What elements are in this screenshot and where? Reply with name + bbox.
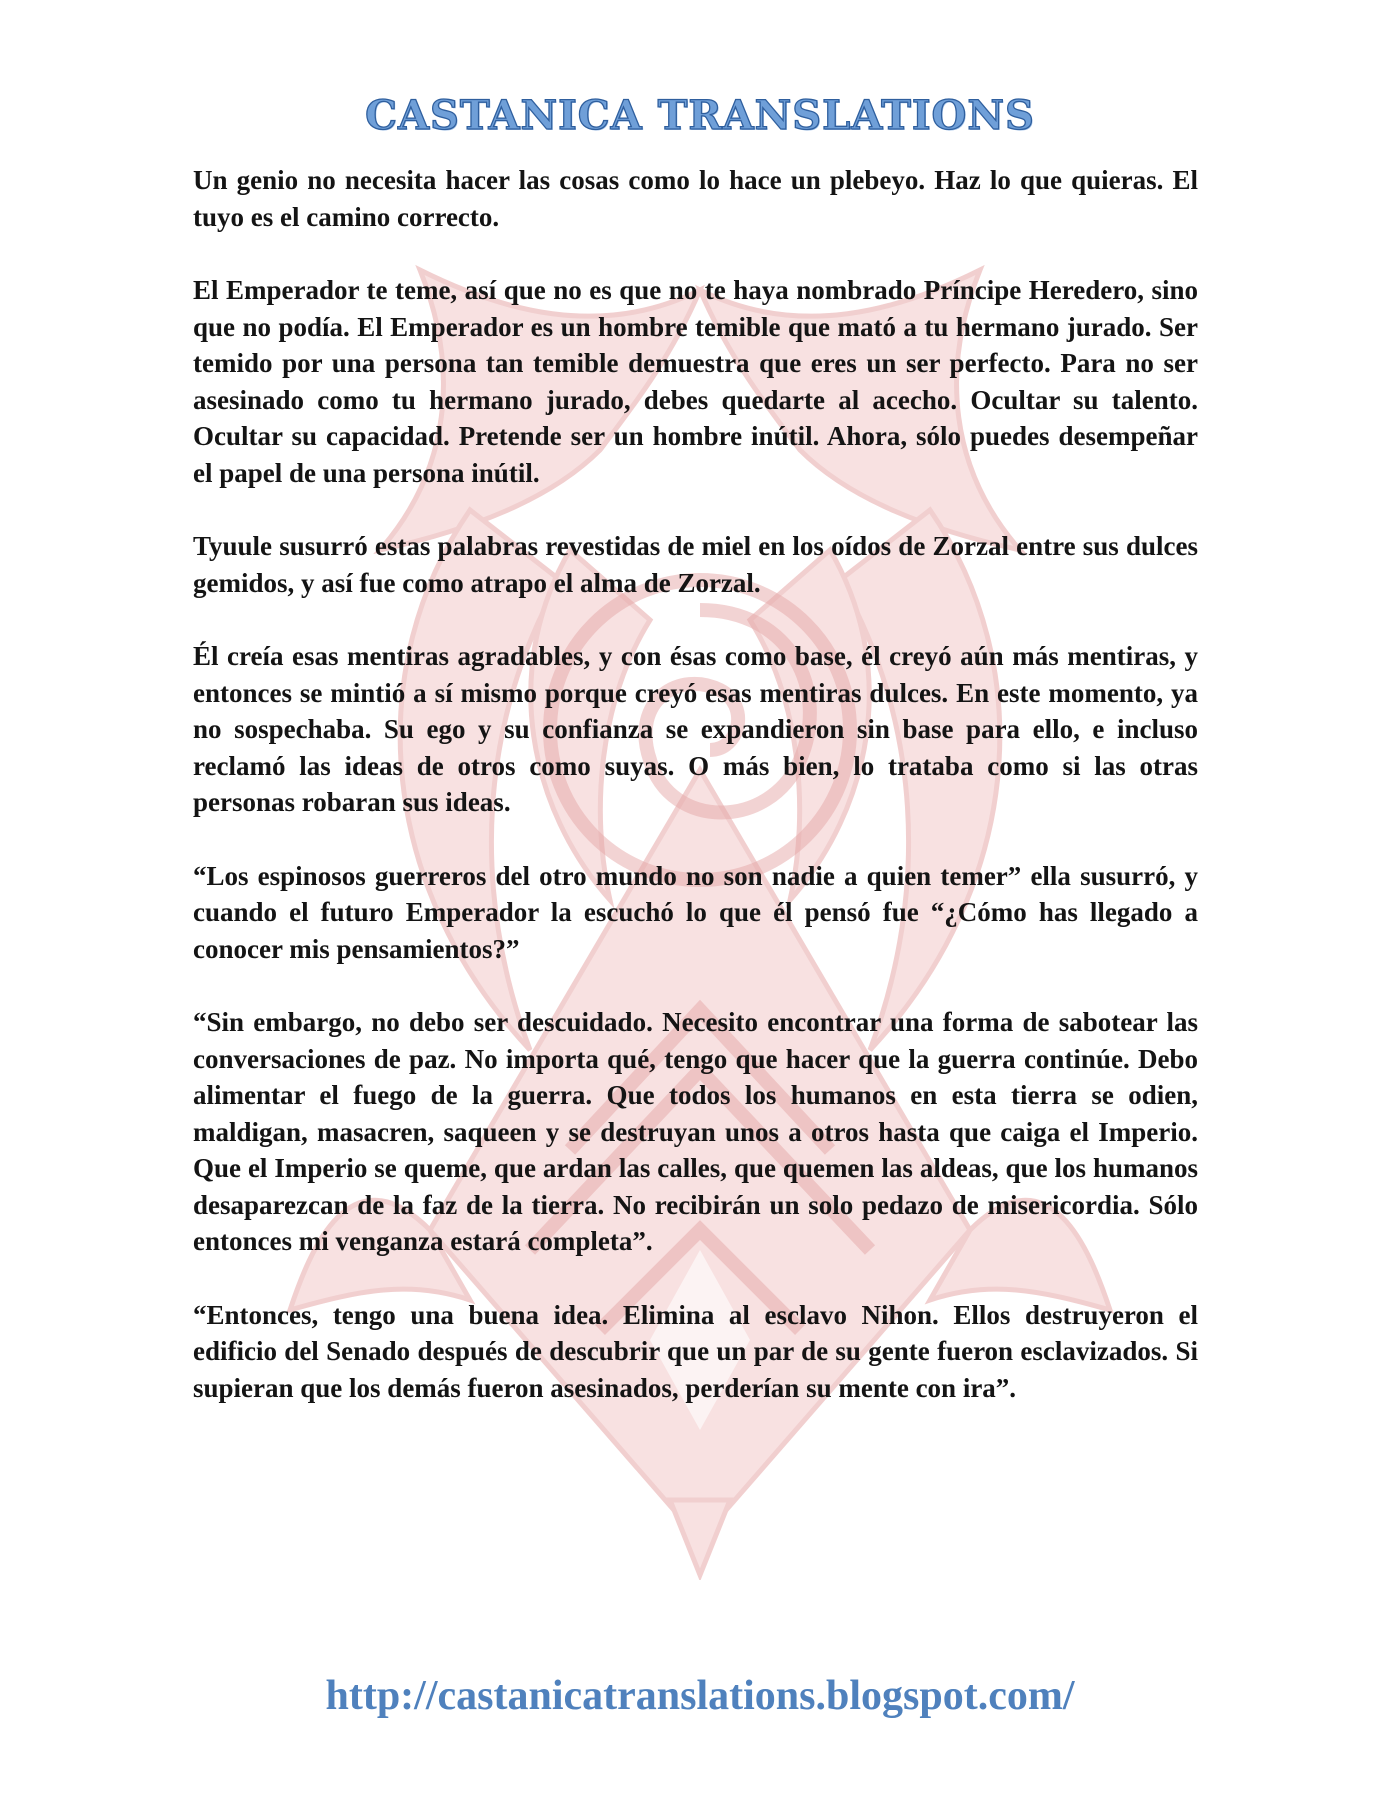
paragraph-1: Un genio no necesita hacer las cosas como lo hace un plebeyo. Haz lo que quieras. El tuyo es el camino correcto. — [193, 165, 1198, 232]
paragraph-5: “Los espinosos guerreros del otro mundo no son nadie a quien temer” ella susurró, y cuando el futuro Emperador la escuchó lo que él pensó fue “¿Cómo has llegado a conocer mis pensamientos?” — [193, 860, 1198, 964]
paragraph-6: “Sin embargo, no debo ser descuidado. Necesito encontrar una forma de sabotear las conversaciones de paz. No importa qué, tengo que hacer que la guerra continúe. Debo alimentar el fuego de la guerra. Que todos los humanos en esta tierra se odien, maldigan, masacren, saqueen y se destruyan unos a otros hasta que caiga el Imperio. Que el Imperio se queme, que ardan las calles, que quemen las aldeas, que los humanos desaparezcan de la faz de la tierra. No recibirán un solo pedazo de misericordia. Sólo entonces mi venganza estará completa”. — [193, 1007, 1198, 1256]
paragraph-4: Él creía esas mentiras agradables, y con ésas como base, él creyó aún más mentiras, y entonces se mintió a sí mismo porque creyó esas mentiras dulces. En este momento, ya no sospechaba. Su ego y su confianza se expandieron sin base para ello, e incluso reclamó las ideas de otros como suyas. O más bien, lo trataba como si las otras personas robaran sus ideas. — [193, 641, 1198, 817]
document-body — [193, 162, 1198, 1443]
footer-url-link[interactable]: http://castanicatranslations.blogspot.com/ — [325, 1673, 1075, 1719]
paragraph-3: Tyuule susurró estas palabras revestidas de miel en los oídos de Zorzal entre sus dulces gemidos, y así fue como atrapo el alma de Zorzal. — [193, 531, 1198, 598]
paragraph-2: El Emperador te teme, así que no es que no te haya nombrado Príncipe Heredero, sino que no podía. El Emperador es un hombre temible que mató a tu hermano jurado. Ser temido por una persona tan temible demuestra que eres un ser perfecto. Para no ser asesinado como tu hermano jurado, debes quedarte al acecho. Ocultar su talento. Ocultar su capacidad. Pretende ser un hombre inútil. Ahora, sólo puedes desempeñar el papel de una persona inútil. — [193, 275, 1198, 488]
paragraph-7: “Entonces, tengo una buena idea. Elimina al esclavo Nihon. Ellos destruyeron el edificio del Senado después de descubrir que un par de su gente fueron esclavizados. Si supieran que los demás fueron asesinados, perderían su mente con ira”. — [193, 1299, 1198, 1403]
page-header-title: CASTANICA TRANSLATIONS — [365, 92, 1035, 139]
